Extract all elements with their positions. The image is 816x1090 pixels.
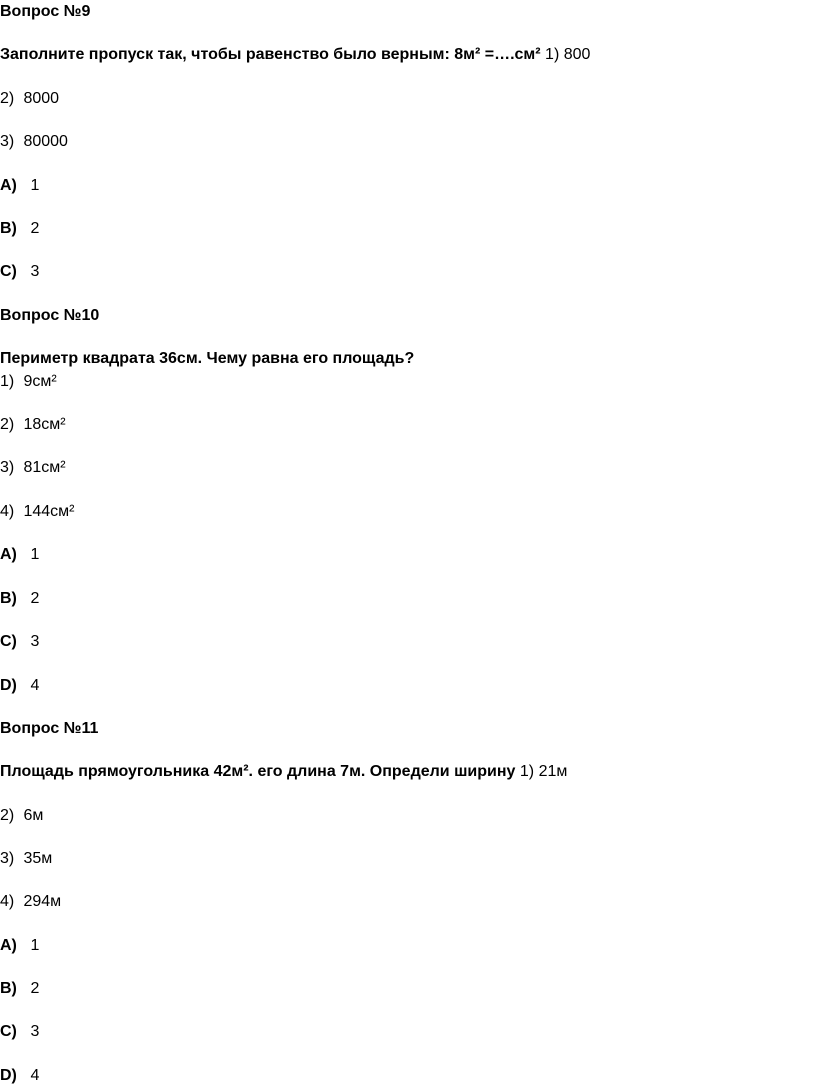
q11-question-line [0, 762, 567, 782]
q9-option-2: 8000 [23, 90, 60, 107]
q10-option-3-line [0, 458, 66, 478]
q9-option-3-line [0, 132, 68, 152]
q10-option-4-num: 4) [0, 503, 15, 520]
q11-answer-c-value: 3 [30, 1023, 40, 1040]
q9-answer-a-letter: A) [0, 177, 17, 194]
q11-option-2-num: 2) [0, 807, 15, 824]
q11-answer-b-letter: B) [0, 980, 17, 997]
q10-answer-a-value: 1 [30, 546, 40, 563]
q9-answer-c[interactable] [0, 262, 39, 282]
q10-answer-b[interactable] [0, 589, 39, 609]
q9-answer-a-value: 1 [30, 177, 40, 194]
q10-answer-c[interactable] [0, 632, 39, 652]
q10-answer-a-letter: A) [0, 546, 17, 563]
q11-answer-b-value: 2 [30, 980, 40, 997]
q11-title: Вопрос №11 [0, 720, 99, 737]
q10-option-4-line [0, 502, 74, 522]
q9-question: Заполните пропуск так, чтобы равенство было верным: 8м² =….см² [0, 46, 541, 63]
q9-option-1: 800 [563, 46, 591, 63]
q9-title: Вопрос №9 [0, 3, 91, 20]
q11-option-4-num: 4) [0, 893, 15, 910]
q10-option-3-num: 3) [0, 459, 15, 476]
q11-answer-a[interactable] [0, 936, 39, 956]
q9-answer-b-letter: B) [0, 220, 17, 237]
q9-answer-b[interactable] [0, 219, 39, 239]
q11-answer-c-letter: C) [0, 1023, 17, 1040]
q10-answer-d-letter: D) [0, 677, 17, 694]
q9-option-3: 80000 [23, 133, 68, 150]
q10-question: Периметр квадрата 36см. Чему равна его площадь? [0, 350, 415, 367]
q11-question: Площадь прямоугольника 42м². его длина 7м. Определи ширину [0, 763, 516, 780]
q11-answer-a-value: 1 [30, 937, 40, 954]
q11-option-3-line [0, 849, 52, 869]
q11-answer-d-letter: D) [0, 1067, 17, 1084]
q10-option-2-num: 2) [0, 416, 15, 433]
q11-option-1-num: 1) [519, 763, 535, 780]
q11-answer-c[interactable] [0, 1022, 39, 1042]
q10-option-3: 81см² [23, 459, 66, 476]
q10-answer-b-letter: B) [0, 590, 17, 607]
q11-option-4: 294м [23, 893, 62, 910]
q10-option-1: 9см² [23, 373, 57, 390]
q11-answer-d-value: 4 [30, 1067, 40, 1084]
q10-answer-d-value: 4 [30, 677, 40, 694]
q10-answer-a[interactable] [0, 545, 39, 565]
q9-answer-b-value: 2 [30, 220, 40, 237]
q9-answer-c-value: 3 [30, 263, 40, 280]
q11-answer-a-letter: A) [0, 937, 17, 954]
q10-option-1-num: 1) [0, 373, 15, 390]
q11-answer-d[interactable] [0, 1066, 39, 1086]
q10-option-4: 144см² [23, 503, 75, 520]
q11-option-1: 21м [538, 763, 568, 780]
q10-answer-d[interactable] [0, 676, 39, 696]
q10-title: Вопрос №10 [0, 307, 100, 324]
q9-option-2-line [0, 89, 59, 109]
q11-option-2-line [0, 806, 43, 826]
q9-answer-c-letter: C) [0, 263, 17, 280]
q10-option-2: 18см² [23, 416, 66, 433]
q10-option-1-line [0, 372, 57, 392]
q11-option-3: 35м [23, 850, 53, 867]
q9-option-1-num: 1) [545, 46, 560, 63]
q11-option-4-line [0, 892, 61, 912]
q9-option-3-num: 3) [0, 133, 15, 150]
q11-option-2: 6м [23, 807, 44, 824]
q10-answer-c-letter: C) [0, 633, 17, 650]
q9-option-2-num: 2) [0, 90, 15, 107]
q9-question-line [0, 45, 590, 65]
q10-option-2-line [0, 415, 66, 435]
q10-answer-b-value: 2 [30, 590, 40, 607]
q9-answer-a[interactable] [0, 176, 39, 196]
q10-answer-c-value: 3 [30, 633, 40, 650]
q11-answer-b[interactable] [0, 979, 39, 999]
q11-option-3-num: 3) [0, 850, 15, 867]
